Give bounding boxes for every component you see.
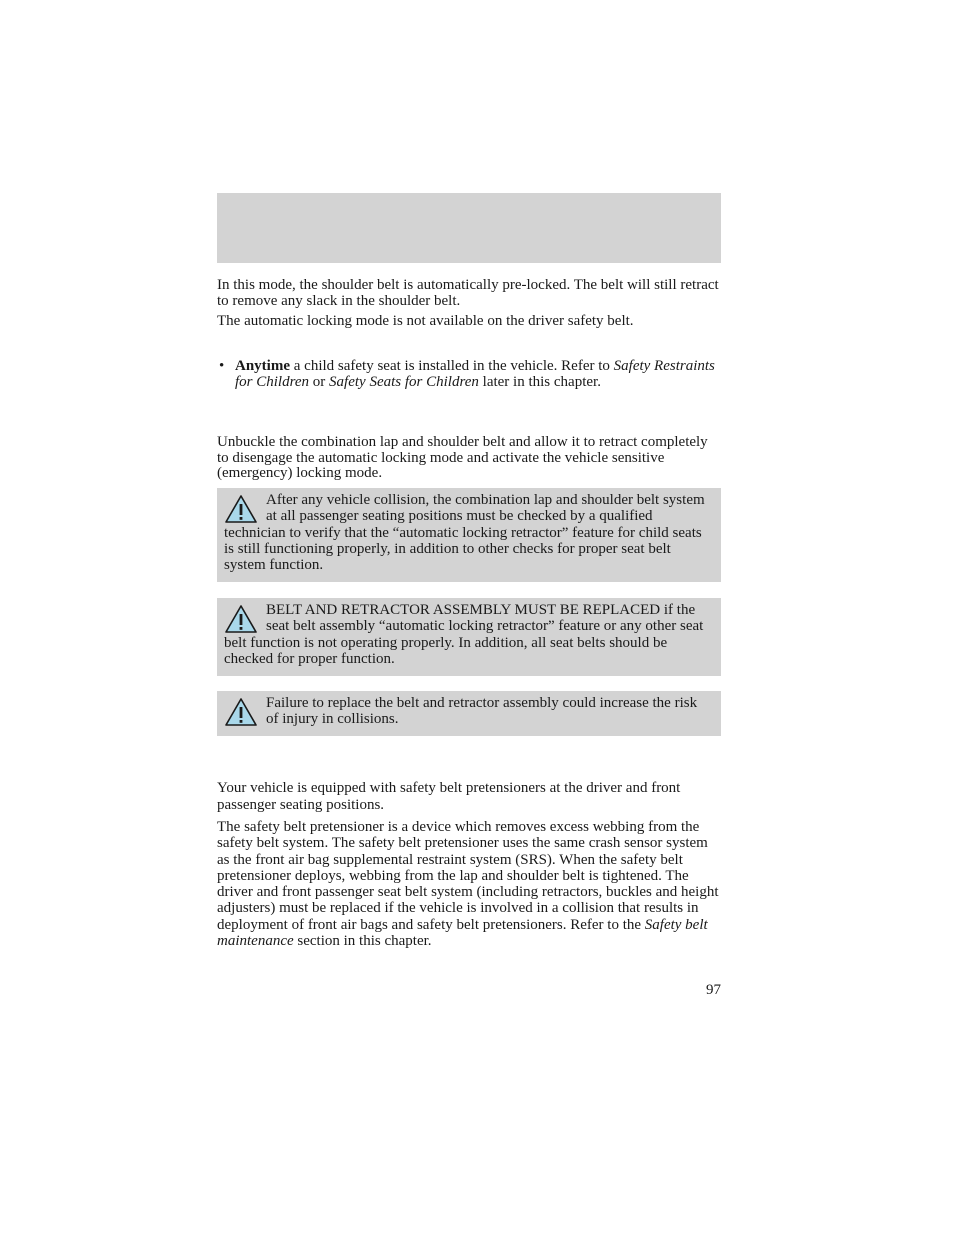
warning-triangle-icon bbox=[224, 697, 258, 727]
warning-box-replace-assembly bbox=[217, 598, 721, 676]
warning-box-risk-injury bbox=[217, 691, 721, 736]
reference-safety-belt-maintenance: Safety belt maintenance bbox=[217, 916, 708, 950]
warning-triangle-icon bbox=[224, 604, 258, 634]
page-number: 97 bbox=[706, 982, 721, 998]
pretensioner-text-a: The safety belt pretensioner is a device which removes excess webbing from the safety belt system. The safety belt pretensioner uses the same crash sensor system as the front air bag supplemental restraint system (SRS). When the safety belt pretensioner deploys, webbing from the lap and shoulder belt is tightened. The driver and front passenger seat belt system (including retractors, buckles and height adjusters) must be replaced if the vehicle is involved in a collision that results in deployment of front air bags and safety belt pretensioners. Refer to the bbox=[217, 819, 719, 933]
bullet-marker: • bbox=[219, 358, 225, 374]
paragraph-unbuckle: Unbuckle the combination lap and shoulder belt and allow it to retract completely to disengage the automatic locking mode and activate the vehicle sensitive (emergency) locking mode. bbox=[217, 434, 708, 481]
bullet-text bbox=[235, 359, 721, 390]
reference-safety-seats: Safety Seats for Children bbox=[329, 373, 479, 390]
paragraph-pretensioner-description bbox=[217, 819, 721, 949]
pretensioner-text-b: section in this chapter. bbox=[293, 933, 432, 950]
warning-text: After any vehicle collision, the combination lap and shoulder belt system at all passenger seating positions must be checked by a qualified technician to verify that the “automatic locking retractor” feature for child seats is still functioning properly, in addition to other checks for proper seat belt system function. bbox=[224, 492, 705, 574]
section-header-band bbox=[217, 193, 721, 263]
paragraph-driver-not-available: The automatic locking mode is not available on the driver safety belt. bbox=[217, 313, 634, 329]
paragraph-auto-prelock: In this mode, the shoulder belt is automatically pre-locked. The belt will still retract to remove any slack in the shoulder belt. bbox=[217, 277, 719, 309]
warning-box-collision bbox=[217, 488, 721, 582]
reference-safety-restraints: Safety Restraints for Children bbox=[235, 358, 715, 390]
warning-triangle-icon bbox=[224, 494, 258, 524]
warning-text: Failure to replace the belt and retractor assembly could increase the risk of injury in collisions. bbox=[266, 695, 698, 728]
paragraph-pretensioners-equipped: Your vehicle is equipped with safety belt pretensioners at the driver and front passenger seating positions. bbox=[217, 780, 681, 813]
warning-text: BELT AND RETRACTOR ASSEMBLY MUST BE REPLACED if the seat belt assembly “automatic locking retractor” feature or any other seat belt function is not operating properly. In addition, all seat belts should be checked for proper function. bbox=[224, 602, 704, 667]
bullet-bold-word: Anytime bbox=[235, 358, 290, 374]
bullet-text-a: a child safety seat is installed in the vehicle. Refer to bbox=[290, 358, 614, 374]
bullet-text-b: or bbox=[309, 373, 330, 390]
bullet-text-c: later in this chapter. bbox=[478, 373, 601, 390]
list-item bbox=[217, 359, 721, 390]
